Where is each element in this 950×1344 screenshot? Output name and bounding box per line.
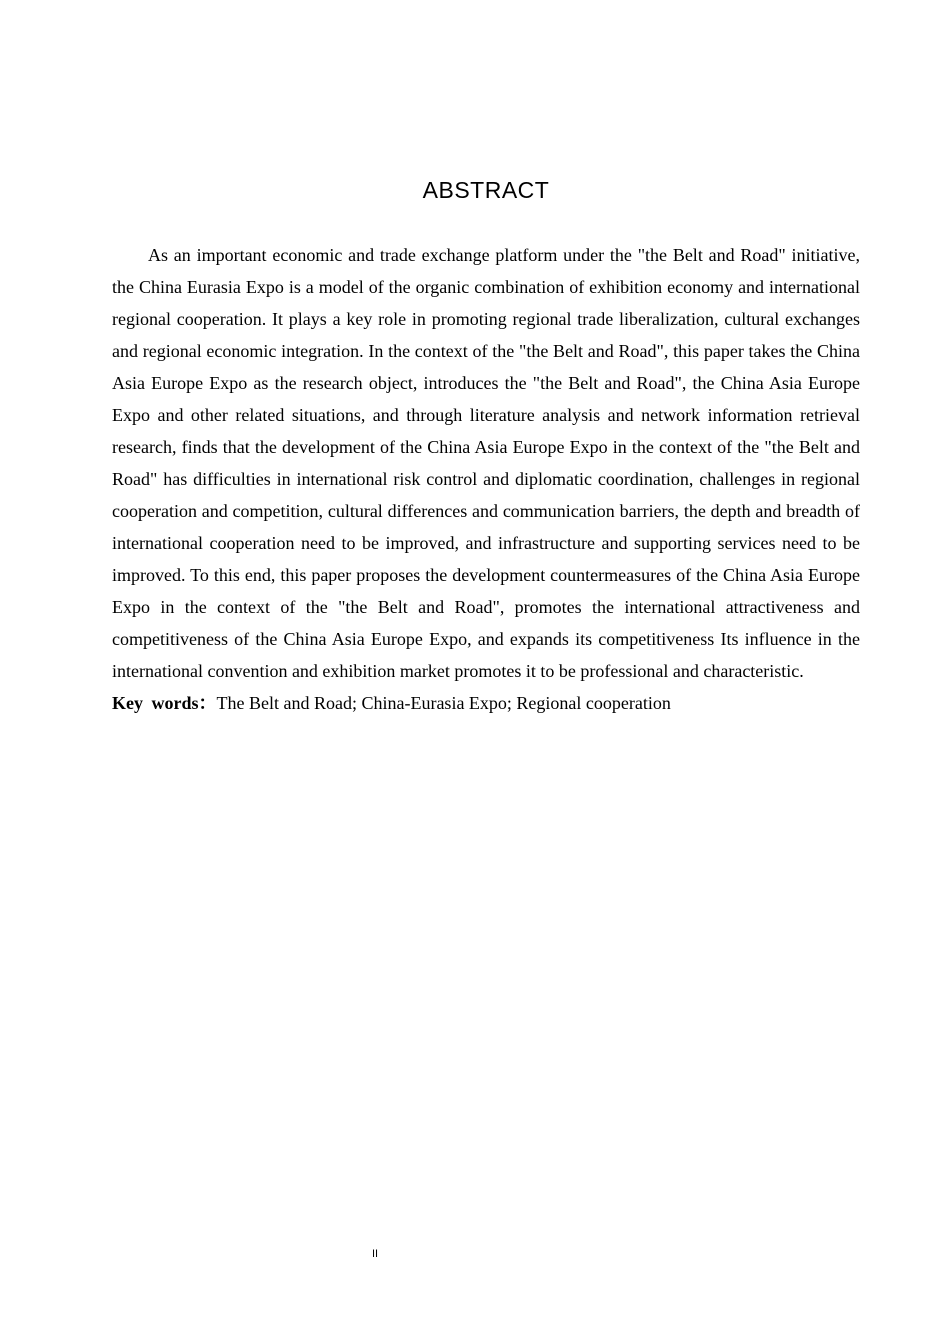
abstract-body [112, 239, 860, 719]
abstract-title: ABSTRACT [422, 177, 550, 203]
keywords-text: The Belt and Road; China-Eurasia Expo; Regional cooperation [216, 693, 671, 713]
keywords-line [112, 687, 860, 719]
abstract-paragraph: As an important economic and trade exchange platform under the "the Belt and Road" initiative, the China Eurasia Expo is a model of the organic combination of exhibition economy and international regional cooperation. It plays a key role in promoting regional trade liberalization, cultural exchanges and regional economic integration. In the context of the "the Belt and Road", this paper takes the China Asia Europe Expo as the research object, introduces the "the Belt and Road", the China Asia Europe Expo and other related situations, and through literature analysis and network information retrieval research, finds that the development of the China Asia Europe Expo in the context of the "the Belt and Road" has difficulties in international risk control and diplomatic coordination, challenges in regional cooperation and competition, cultural differences and communication barriers, the depth and breadth of international cooperation need to be improved, and infrastructure and supporting services need to be improved. To this end, this paper proposes the development countermeasures of the China Asia Europe Expo in the context of the "the Belt and Road", promotes the international attractiveness and competitiveness of the China Asia Europe Expo, and expands its competitiveness Its influence in the international convention and exhibition market promotes it to be professional and characteristic. [112, 245, 860, 681]
keywords-label: Key words： [112, 693, 217, 713]
page-number: II [371, 1248, 379, 1260]
